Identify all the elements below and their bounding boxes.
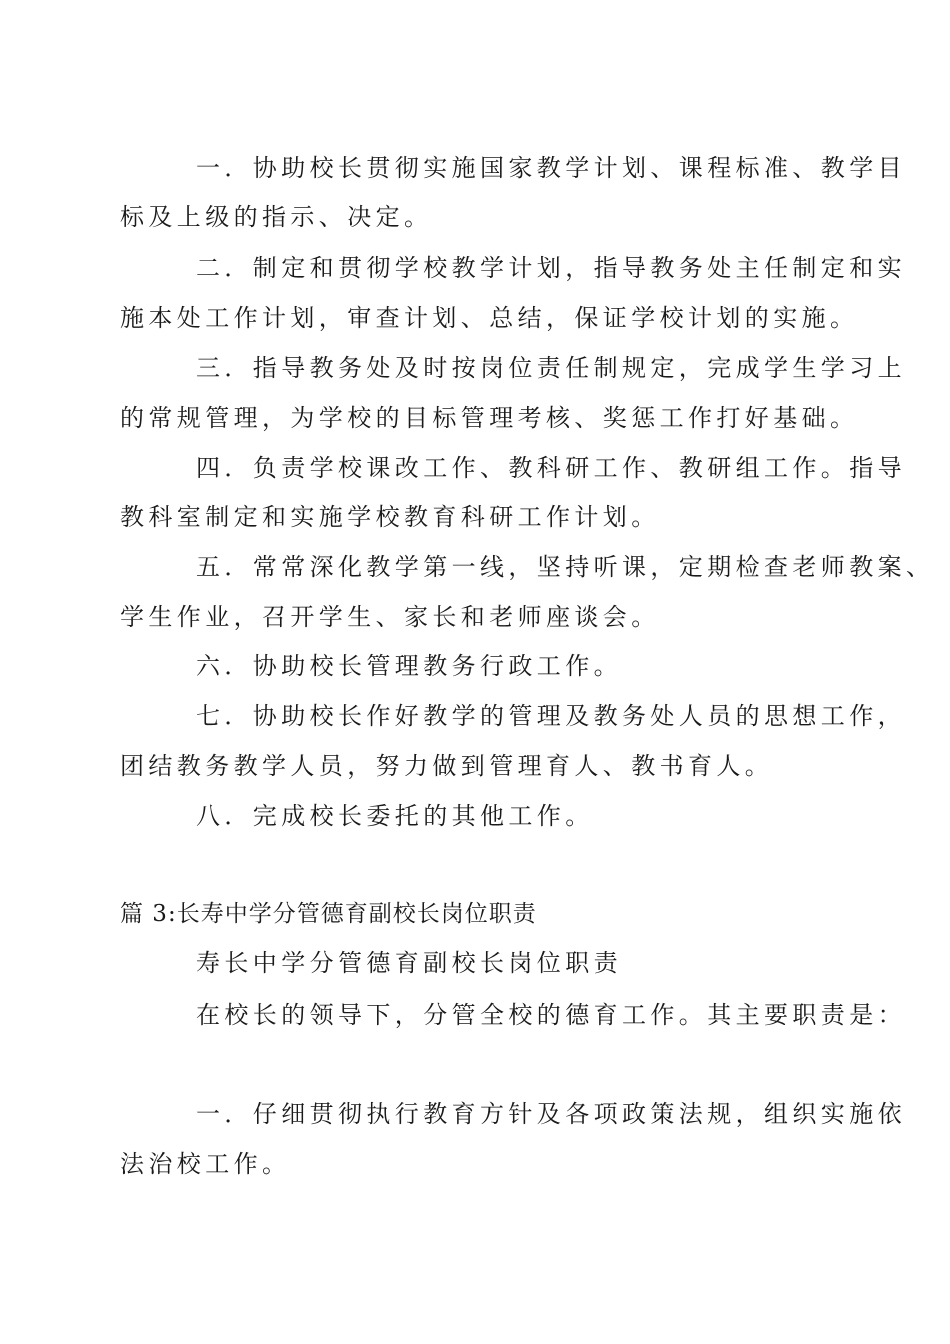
item-4-line-1: 四．负责学校课改工作、教科研工作、教研组工作。指导 <box>196 454 906 482</box>
section-3-item-1-line-1: 一．仔细贯彻执行教育方针及各项政策法规，组织实施依 <box>196 1100 906 1128</box>
section-3-item-1-line-2: 法治校工作。 <box>120 1150 291 1178</box>
item-8-line-1: 八．完成校长委托的其他工作。 <box>196 802 594 830</box>
item-2-line-1: 二．制定和贯彻学校教学计划，指导教务处主任制定和实 <box>196 254 906 282</box>
item-7-line-1: 七．协助校长作好教学的管理及教务处人员的思想工作， <box>196 702 906 730</box>
item-6-line-1: 六．协助校长管理教务行政工作。 <box>196 652 622 680</box>
item-5-line-2: 学生作业，召开学生、家长和老师座谈会。 <box>120 603 660 631</box>
item-1-line-1: 一．协助校长贯彻实施国家教学计划、课程标准、教学目 <box>196 154 906 182</box>
section-3-intro: 在校长的领导下，分管全校的德育工作。其主要职责是： <box>196 1001 906 1029</box>
section-3-heading: 篇 3:长寿中学分管德育副校长岗位职责 <box>120 901 537 927</box>
item-2-line-2: 施本处工作计划，审查计划、总结，保证学校计划的实施。 <box>120 304 859 332</box>
section-3-subtitle: 寿长中学分管德育副校长岗位职责 <box>196 949 622 977</box>
item-3-line-1: 三．指导教务处及时按岗位责任制规定，完成学生学习上 <box>196 354 906 382</box>
item-1-line-2: 标及上级的指示、决定。 <box>120 203 433 231</box>
item-5-line-1: 五．常常深化教学第一线，坚持听课，定期检查老师教案、 <box>196 553 935 581</box>
item-4-line-2: 教科室制定和实施学校教育科研工作计划。 <box>120 503 660 531</box>
item-7-line-2: 团结教务教学人员，努力做到管理育人、教书育人。 <box>120 752 774 780</box>
item-3-line-2: 的常规管理，为学校的目标管理考核、奖惩工作打好基础。 <box>120 404 859 432</box>
